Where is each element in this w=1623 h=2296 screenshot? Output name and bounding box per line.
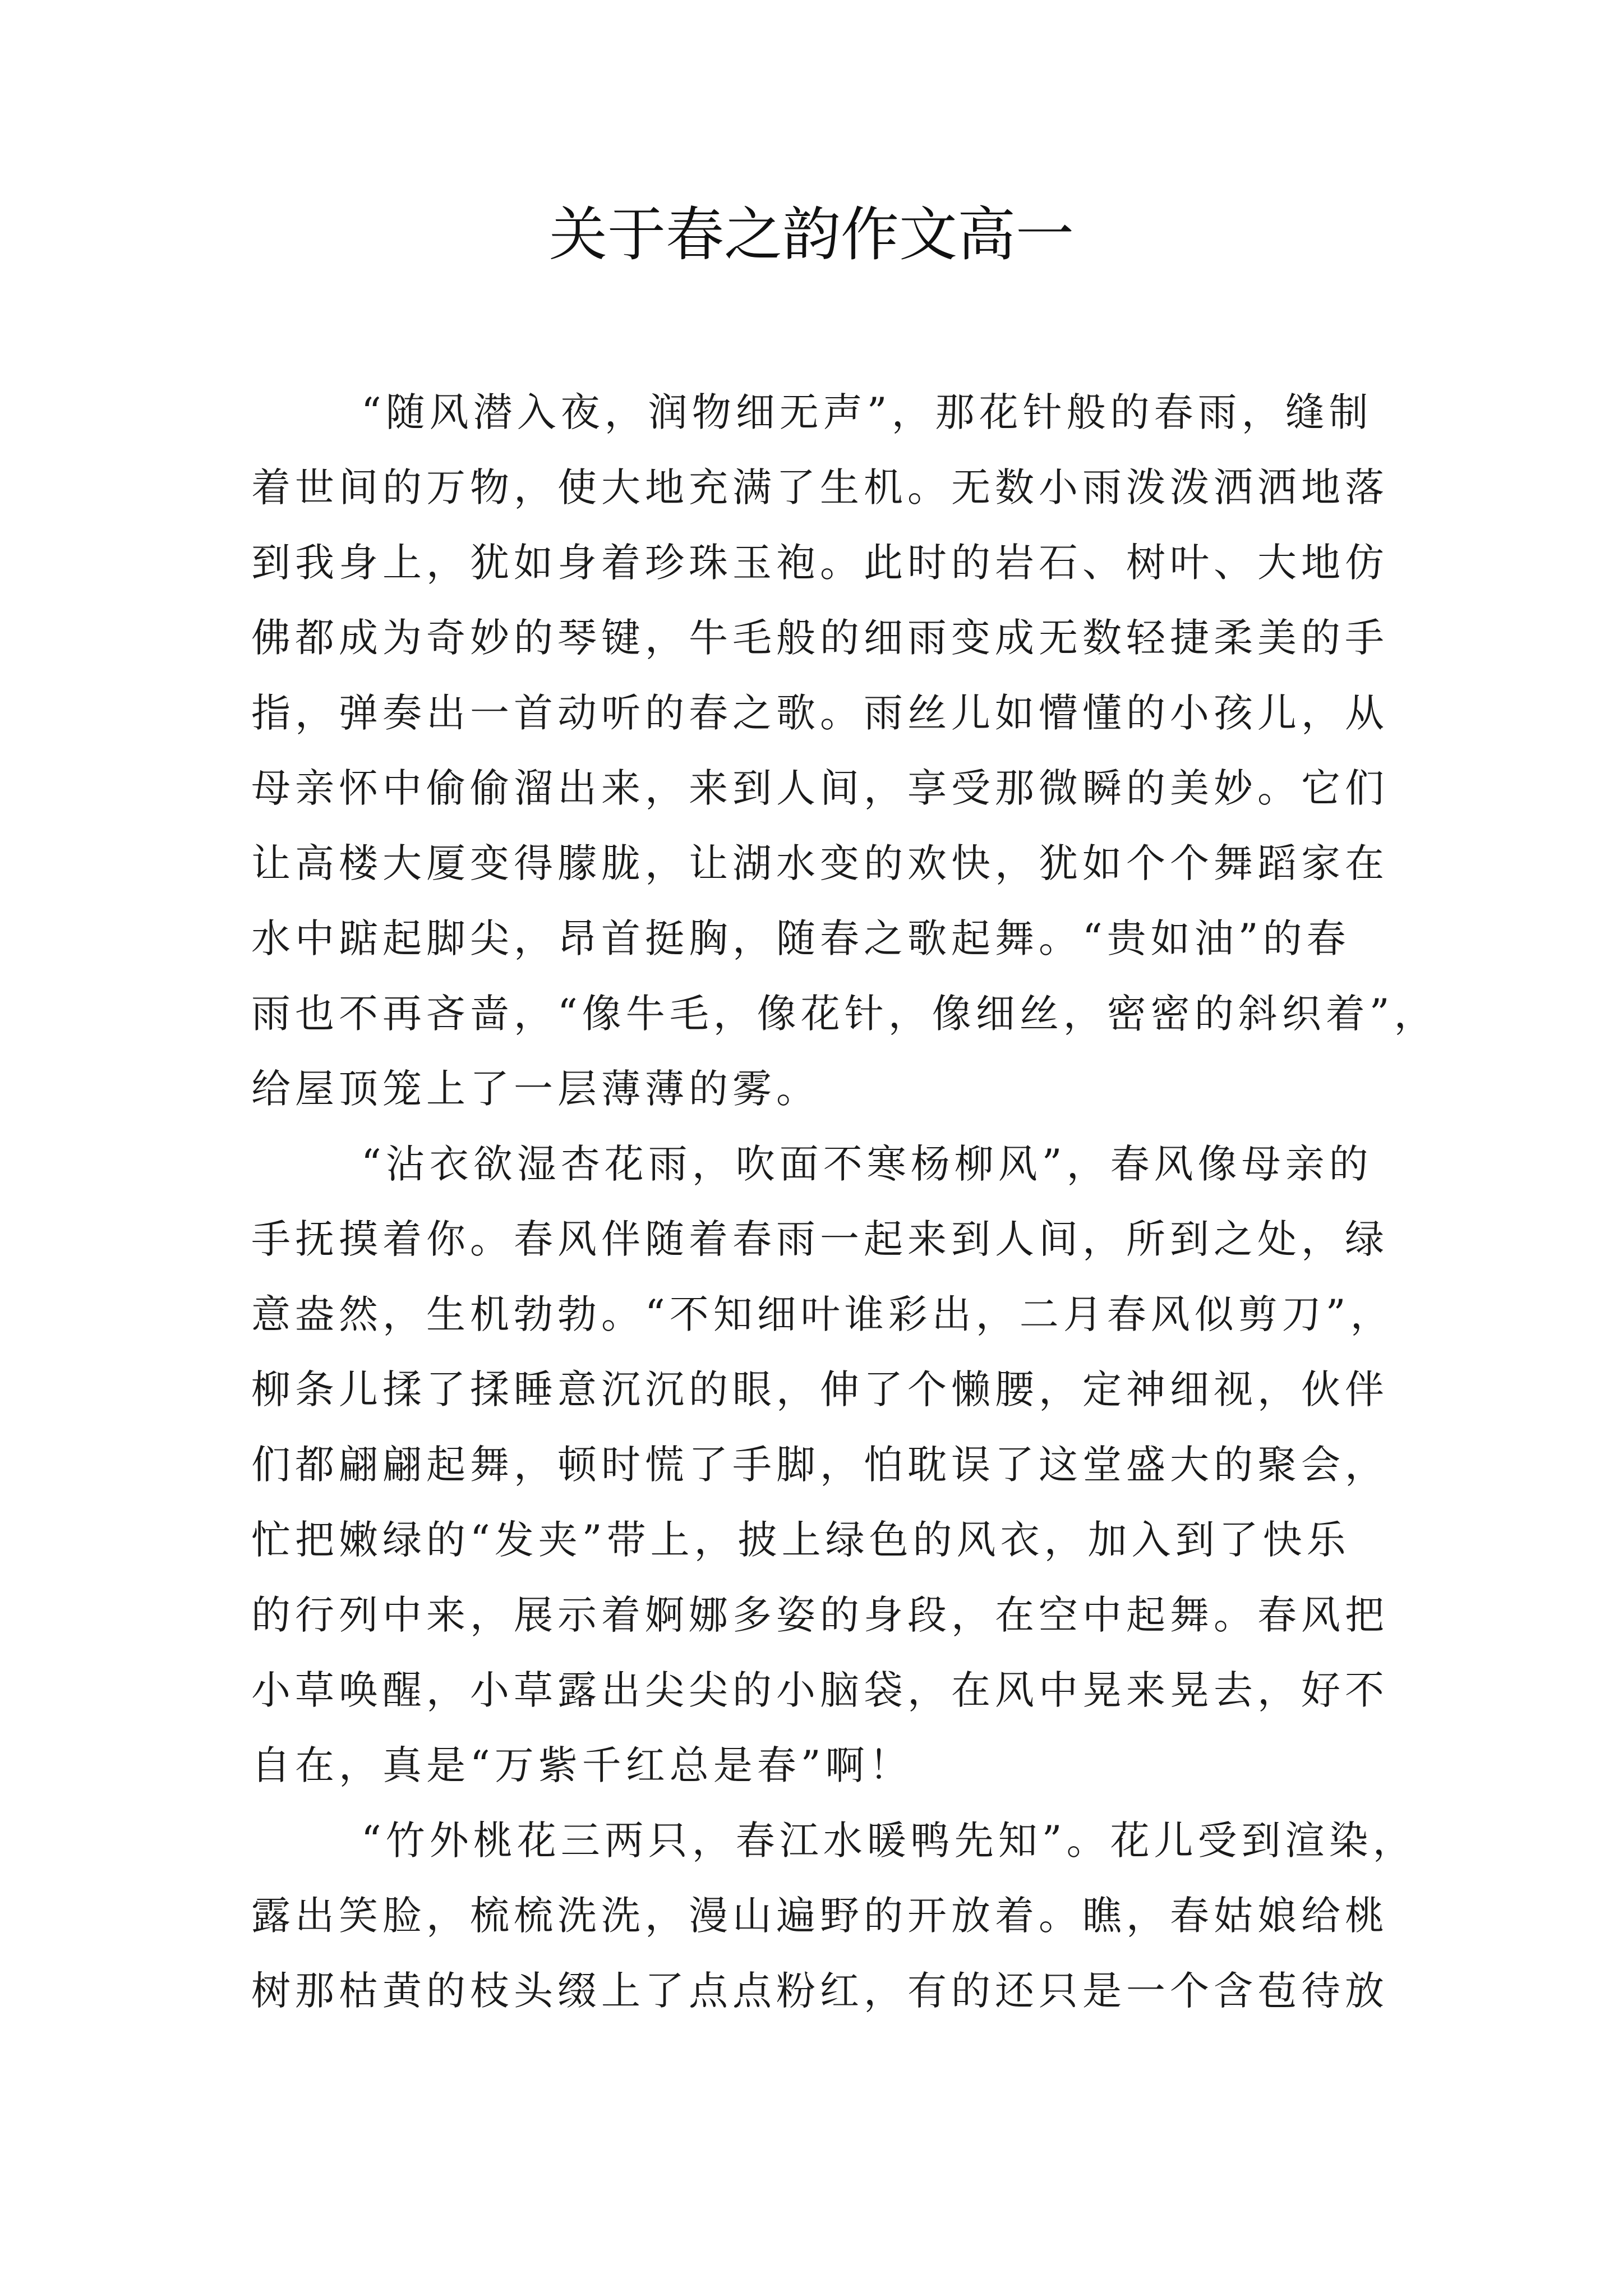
paragraph-line: 树那枯黄的枝头缀上了点点粉红，有的还只是一个含苞待放 (251, 1968, 1389, 2014)
paragraph-line: 自在，真是“万紫千红总是春”啊！ (251, 1742, 913, 1788)
paragraph-line: “竹外桃花三两只，春江水暖鸭先知”。花儿受到渲染， (361, 1818, 1417, 1864)
paragraph-2 (251, 1126, 1394, 1803)
paragraph-line: 着世间的万物，使大地充满了生机。无数小雨泼泼洒洒地落 (251, 464, 1389, 510)
paragraph-line: 让高楼大厦变得朦胧，让湖水变的欢快，犹如个个舞蹈家在 (251, 840, 1389, 886)
paragraph-line: 们都翩翩起舞，顿时慌了手脚，怕耽误了这堂盛大的聚会， (251, 1442, 1389, 1488)
paragraph-line: 柳条儿揉了揉睡意沉沉的眼，伸了个懒腰，定神细视，伙伴 (251, 1366, 1389, 1412)
paragraph-line: 给屋顶笼上了一层薄薄的雾。 (251, 1066, 820, 1112)
paragraph-line: 到我身上，犹如身着珍珠玉袍。此时的岩石、树叶、大地仿 (251, 540, 1389, 586)
document-title: 关于春之韵作文高一 (548, 200, 1074, 269)
paragraph-3 (251, 1803, 1417, 2028)
paragraph-line: 小草唤醒，小草露出尖尖的小脑袋，在风中晃来晃去，好不 (251, 1667, 1389, 1713)
paragraph-line: 雨也不再吝啬，“像牛毛，像花针，像细丝，密密的斜织着”， (251, 991, 1438, 1037)
paragraph-line: “随风潜入夜，润物细无声”，那花针般的春雨，缝制 (361, 389, 1373, 435)
document-body (251, 375, 1438, 2028)
paragraph-line: 佛都成为奇妙的琴键，牛毛般的细雨变成无数轻捷柔美的手 (251, 615, 1389, 661)
paragraph-line: 母亲怀中偷偷溜出来，来到人间，享受那微瞬的美妙。它们 (251, 765, 1389, 811)
paragraph-1 (251, 375, 1438, 1126)
paragraph-line: 忙把嫩绿的“发夹”带上，披上绿色的风衣，加入到了快乐 (251, 1517, 1350, 1563)
paragraph-line: 的行列中来，展示着婀娜多姿的身段，在空中起舞。春风把 (251, 1592, 1389, 1638)
paragraph-line: “沾衣欲湿杏花雨，吹面不寒杨柳风”，春风像母亲的 (361, 1141, 1373, 1187)
paragraph-line: 露出笑脸，梳梳洗洗，漫山遍野的开放着。瞧，春姑娘给桃 (251, 1893, 1389, 1939)
paragraph-line: 水中踮起脚尖，昂首挺胸，随春之歌起舞。“贵如油”的春 (251, 915, 1350, 961)
paragraph-line: 手抚摸着你。春风伴随着春雨一起来到人间，所到之处，绿 (251, 1216, 1389, 1262)
paragraph-line: 意盎然，生机勃勃。“不知细叶谁彩出，二月春风似剪刀”， (251, 1291, 1394, 1337)
paragraph-line: 指，弹奏出一首动听的春之歌。雨丝儿如懵懂的小孩儿，从 (251, 690, 1389, 736)
